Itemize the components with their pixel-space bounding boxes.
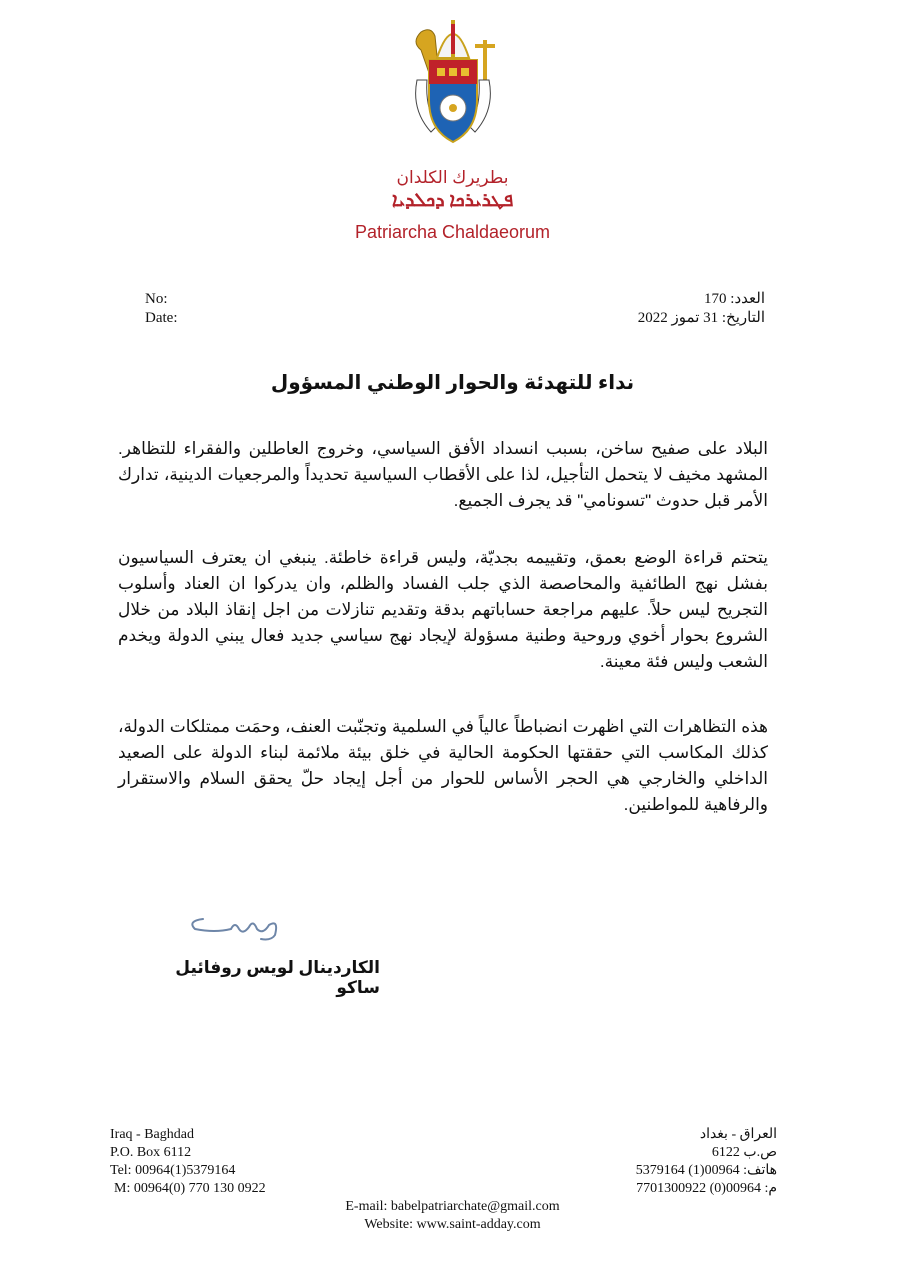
paragraph-2: يتحتم قراءة الوضع بعمق، وتقييمه بجديّة، وليس قراءة خاطئة. ينبغي ان يعترف السياسيون بفشل نهج الطائفية والمحاصصة الذي جلب الفساد والظلم، وان يدركوا ان العناد وأسلوب التجريح ليس حلاً. عليهم مراجعة حساباتهم بدقة وتقديم تنازلات من اجل إنقاذ البلاد من خلال الشروع بحوار أخوي وروحية وطنية مسؤولة لإيجاد نهج سياسي جديد فعال يبني الدولة ويخدم الشعب وليس فئة معينة. [118,548,768,671]
footer-contact [0,1198,905,1234]
paragraph-3: هذه التظاهرات التي اظهرت انضباطاً عالياً في السلمية وتجنّبت العنف، وحمَت ممتلكات الدولة، كذلك المكاسب التي حققتها الحكومة الحالية في خلق بيئة ملائمة لبناء الدولة على الصعيد الداخلي والخارجي هي الحجر الأساس للحوار من أجل إيجاد حلّ يحقق السلام والاستقرار والرفاهية للمواطنين. [118,717,768,814]
no-label: No: [145,291,168,307]
footer-en-line: Tel: 00964(1)5379164 [110,1163,236,1178]
org-name-syriac: ܦܛܪܝܪܟܐ ܕܟܠܕܝܐ [391,190,514,211]
date-label: Date: [145,310,178,326]
footer-ar-line: ص.ب 6122 [711,1145,777,1160]
footer-en-line: Iraq - Baghdad [110,1127,194,1142]
org-name-arabic: بطريرك الكلدان [396,168,509,187]
footer-ar-line: م: 00964(0) 7701300922 [636,1181,777,1196]
coat-of-arms-logo [403,10,503,160]
footer-ar-line: العراق - بغداد [699,1127,777,1142]
signature-icon [185,905,305,945]
footer-address-arabic [636,1126,777,1198]
signer-name: الكاردينال لويس روفائيل ساكو [175,958,380,997]
document-date: التاريخ: 31 تموز 2022 [637,310,765,326]
footer-email: E-mail: babelpatriarchate@gmail.com [345,1199,560,1214]
document-number: العدد: 170 [704,291,765,307]
paragraph-1: البلاد على صفيح ساخن، بسبب انسداد الأفق السياسي، وخروج العاطلين والفقراء للتظاهر. المشهد مخيف لا يتحمل التأجيل، لذا على الأقطاب السياسية تحديداً والمرجعيات الدينية، تدارك الأمر قبل حدوث "تسونامي" قد يجرف الجميع. [118,439,768,510]
org-name-latin: Patriarcha Chaldaeorum [354,222,551,242]
footer-ar-line: هاتف: 00964(1) 5379164 [635,1163,777,1178]
footer-website: Website: www.saint-adday.com [364,1217,541,1232]
footer-address-english [110,1126,266,1198]
footer-en-line: M: 00964(0) 770 130 0922 [114,1181,266,1196]
coat-of-arms-icon [403,10,503,160]
footer-en-line: P.O. Box 6112 [110,1145,192,1160]
page-title: نداء للتهدئة والحوار الوطني المسؤول [270,372,635,394]
